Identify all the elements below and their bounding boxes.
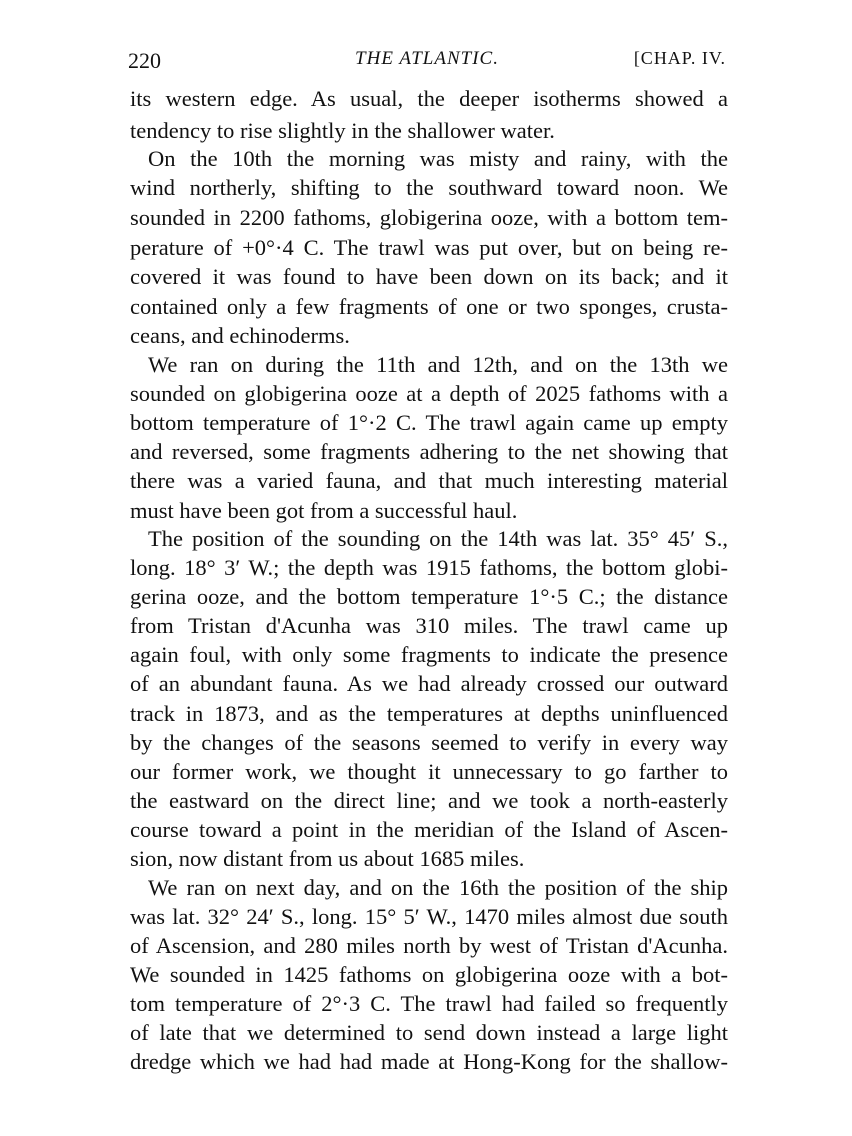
text-line: wind northerly, shifting to the southward toward noon. We [130, 175, 728, 200]
text-line: sounded in 2200 fathoms, globigerina ooze, with a bottom tem- [130, 205, 728, 230]
text-line: of late that we determined to send down instead a large light [130, 1020, 728, 1045]
text-line: covered it was found to have been down on its back; and it [130, 264, 728, 289]
text-line: We ran on next day, and on the 16th the position of the ship [148, 875, 728, 900]
text-line: there was a varied fauna, and that much interesting material [130, 468, 728, 493]
page-number: 220 [128, 48, 161, 73]
text-line: sion, now distant from us about 1685 miles. [130, 846, 525, 871]
text-line: of Ascension, and 280 miles north by west of Tristan d'Acunha. [130, 933, 728, 958]
text-line: dredge which we had had made at Hong-Kong for the shallow- [130, 1049, 728, 1074]
running-title: THE ATLANTIC. [355, 48, 499, 69]
text-line: track in 1873, and as the temperatures at depths uninfluenced [130, 701, 728, 726]
text-line: gerina ooze, and the bottom temperature 1°·5 C.; the distance [130, 584, 728, 609]
text-line: We ran on during the 11th and 12th, and on the 13th we [148, 352, 728, 377]
text-line: tendency to rise slightly in the shallower water. [130, 118, 555, 143]
text-line: course toward a point in the meridian of the Island of Ascen- [130, 817, 728, 842]
text-line: tom temperature of 2°·3 C. The trawl had failed so frequently [130, 991, 728, 1016]
text-line: long. 18° 3′ W.; the depth was 1915 fathoms, the bottom globi- [130, 555, 728, 580]
text-line: We sounded in 1425 fathoms on globigerina ooze with a bot- [130, 962, 728, 987]
text-line: was lat. 32° 24′ S., long. 15° 5′ W., 1470 miles almost due south [130, 904, 728, 929]
text-line: contained only a few fragments of one or two sponges, crusta- [130, 294, 728, 319]
text-line: The position of the sounding on the 14th was lat. 35° 45′ S., [148, 526, 728, 551]
text-line: On the 10th the morning was misty and rainy, with the [148, 146, 728, 171]
text-line: by the changes of the seasons seemed to verify in every way [130, 730, 728, 755]
text-line: from Tristan d'Acunha was 310 miles. The trawl came up [130, 613, 728, 638]
text-line: perature of +0°·4 C. The trawl was put over, but on being re- [130, 235, 728, 260]
text-line: sounded on globigerina ooze at a depth of 2025 fathoms with a [130, 381, 728, 406]
page-header [128, 48, 726, 78]
text-line: bottom temperature of 1°·2 C. The trawl again came up empty [130, 410, 728, 435]
text-line: ceans, and echinoderms. [130, 323, 350, 348]
chapter-reference: [CHAP. IV. [633, 48, 726, 68]
text-line: and reversed, some fragments adhering to the net showing that [130, 439, 728, 464]
text-line: its western edge. As usual, the deeper isotherms showed a [130, 86, 728, 111]
text-line: of an abundant fauna. As we had already crossed our outward [130, 671, 728, 696]
text-line: must have been got from a successful haul. [130, 498, 518, 523]
text-line: the eastward on the direct line; and we took a north-easterly [130, 788, 728, 813]
text-line: our former work, we thought it unnecessary to go farther to [130, 759, 728, 784]
text-line: again foul, with only some fragments to indicate the presence [130, 642, 728, 667]
